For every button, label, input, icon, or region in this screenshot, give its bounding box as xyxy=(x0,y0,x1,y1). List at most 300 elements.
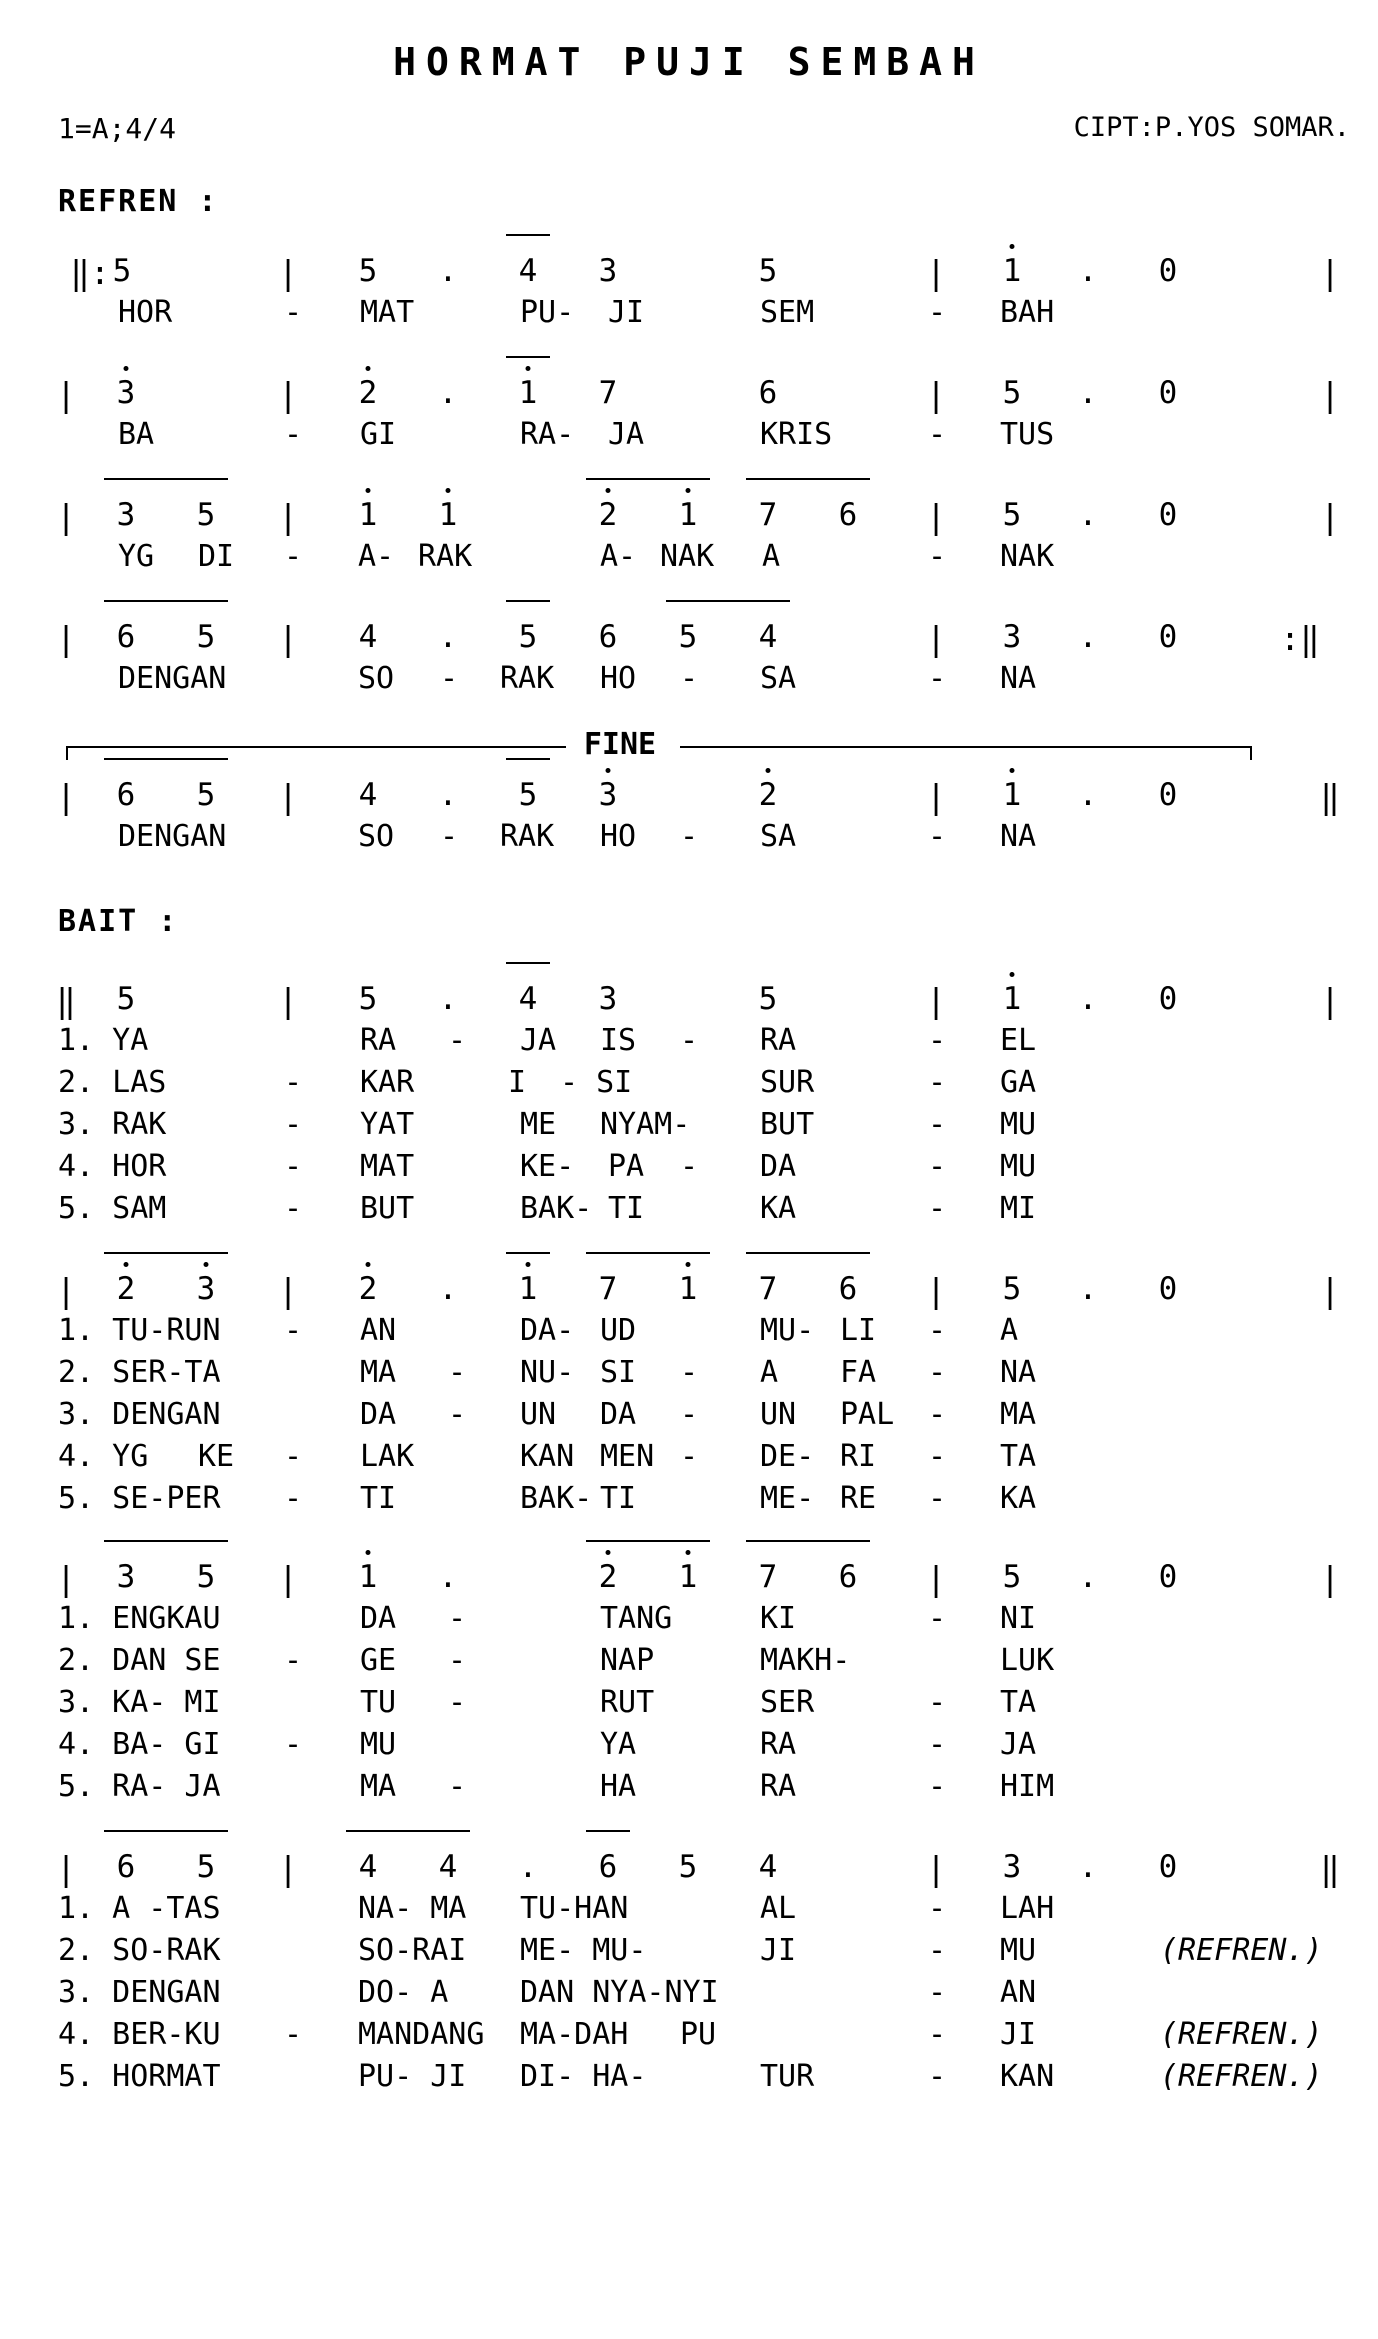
refrain-line1-barline: | xyxy=(278,253,298,292)
verse-block4-note: 5 xyxy=(196,1849,216,1885)
refrain-line5-lyric: RAK xyxy=(500,819,555,854)
refrain-line2-lyric: TUS xyxy=(1000,417,1055,452)
refrain-line1-barline: | xyxy=(926,253,946,292)
refrain-line3-lyric: A- xyxy=(358,539,395,574)
refrain-line1-lyric: MAT xyxy=(360,295,415,330)
verse-block4-note: 6 xyxy=(116,1849,136,1885)
verse-block1-line4-lyric: - xyxy=(284,1149,303,1184)
verse-block2-line2-lyric: FA xyxy=(840,1355,877,1390)
verse-block2-line4-lyric: LAK xyxy=(360,1439,415,1474)
verse-block3-line1-lyric: KI xyxy=(760,1601,797,1636)
refrain-line1-note: 3 xyxy=(598,253,618,289)
verse-block3-line2-lyric: MAKH- xyxy=(760,1643,851,1678)
refrain-line1-octave-dot xyxy=(1010,244,1015,249)
verse-block1-line2-lyric: SUR xyxy=(760,1065,815,1100)
verse-block3-line1-lyric: TANG xyxy=(600,1601,673,1636)
verse-block1-line2-lyric: - xyxy=(284,1065,303,1100)
verse-block2-line5-lyric: TI xyxy=(600,1481,637,1516)
refrain-line4-note: 5 xyxy=(678,619,698,655)
verse-block4-line4-lyric: JI xyxy=(1000,2017,1037,2052)
refrain-line2-note: 6 xyxy=(758,375,778,411)
verse-block2b-note: . xyxy=(1078,1559,1098,1595)
verse-block2-line3-lyric: - xyxy=(448,1397,467,1432)
verse-block2-octave-dot xyxy=(204,1262,209,1267)
verse-block2-line3-lyric: PAL xyxy=(840,1397,895,1432)
verse-block2-line2-lyric: SI xyxy=(600,1355,637,1390)
verse-block1-note: 4 xyxy=(518,981,538,1017)
verse-block2b-beam xyxy=(586,1540,710,1542)
verse-block1-note: 5 xyxy=(116,981,136,1017)
refrain-line2-lyric: KRIS xyxy=(760,417,833,452)
verse-block4-note: . xyxy=(1078,1849,1098,1885)
refrain-line4-beam xyxy=(104,600,228,602)
verse-block4-line1-lyric: NA- MA xyxy=(358,1891,467,1926)
verse-block2-line3-lyric: 3. DENGAN xyxy=(58,1397,221,1432)
verse-block2-note: 7 xyxy=(598,1271,618,1307)
verse-block3-line3-lyric: SER xyxy=(760,1685,815,1720)
verse-block4-line3-lyric: - xyxy=(928,1975,947,2010)
refrain-line2-octave-dot xyxy=(526,366,531,371)
verse-block2-octave-dot xyxy=(686,1262,691,1267)
verse-block1-note: 3 xyxy=(598,981,618,1017)
verse-block1-line4-lyric: - xyxy=(680,1149,699,1184)
verse-block1-line4-lyric: PA xyxy=(608,1149,645,1184)
refrain-line1-note: 5 xyxy=(358,253,378,289)
refrain-line3-octave-dot xyxy=(686,488,691,493)
refrain-line5-lyric: NA xyxy=(1000,819,1037,854)
verse-block2b-note: 3 xyxy=(116,1559,136,1595)
refrain-line4-beam xyxy=(506,600,550,602)
refrain-line5-octave-dot xyxy=(766,768,771,773)
verse-block4-line4-lyric: - xyxy=(284,2017,303,2052)
verse-block3-line3-lyric: - xyxy=(928,1685,947,1720)
refrain-line3-lyric: A xyxy=(762,539,781,574)
verse-block4-line3-lyric: AN xyxy=(1000,1975,1037,2010)
verse-block1-line2-lyric: 2. LAS xyxy=(58,1065,167,1100)
verse-block3-line3-lyric: TU xyxy=(360,1685,397,1720)
refrain-line1-lyric: SEM xyxy=(760,295,815,330)
verse-block2b-beam xyxy=(104,1540,228,1542)
verse-block2-line1-lyric: - xyxy=(284,1313,303,1348)
verse-block2-note: 1 xyxy=(518,1271,538,1307)
verse-block2-line1-lyric: 1. TU-RUN xyxy=(58,1313,221,1348)
refrain-line4-note: . xyxy=(1078,619,1098,655)
refrain-line5-octave-dot xyxy=(606,768,611,773)
verse-block1-line1-lyric: JA xyxy=(520,1023,557,1058)
verse-block2-line5-lyric: - xyxy=(928,1481,947,1516)
refrain-line5-note: 5 xyxy=(518,777,538,813)
refrain-line4-note: 5 xyxy=(196,619,216,655)
refrain-line5-barline: | xyxy=(278,777,298,816)
refrain-line5-lyric: DENGAN xyxy=(118,819,227,854)
verse-block4-note: 4 xyxy=(358,1849,378,1885)
refrain-line2-octave-dot xyxy=(124,366,129,371)
verse-block2-note: . xyxy=(1078,1271,1098,1307)
verse-block1-line5-lyric: BUT xyxy=(360,1191,415,1226)
verse-block4-barline: | xyxy=(56,1849,76,1888)
refrain-line1-note: . xyxy=(438,253,458,289)
refrain-line3-lyric: - xyxy=(284,539,303,574)
refrain-line3-beam xyxy=(746,478,870,480)
refrain-line1-lyric: JI xyxy=(608,295,645,330)
refrain-line5-note: 0 xyxy=(1158,777,1178,813)
verse-block2-line2-lyric: - xyxy=(448,1355,467,1390)
verse-block1-line2-lyric: - xyxy=(928,1065,947,1100)
verse-block4-line4-lyric: (REFREN.) xyxy=(1160,2017,1323,2052)
verse-block1-line3-lyric: MU xyxy=(1000,1107,1037,1142)
verse-block1-line2-lyric: KAR xyxy=(360,1065,415,1100)
verse-block2-note: 2 xyxy=(116,1271,136,1307)
verse-block4-beam xyxy=(346,1830,470,1832)
refrain-line5-note: 5 xyxy=(196,777,216,813)
refrain-line5-lyric: - xyxy=(928,819,947,854)
refrain-line3-note: 6 xyxy=(838,497,858,533)
verse-block2-line1-lyric: - xyxy=(928,1313,947,1348)
verse-block2b-note: 2 xyxy=(598,1559,618,1595)
refrain-line1-lyric: HOR xyxy=(118,295,173,330)
verse-block2-note: 5 xyxy=(1002,1271,1022,1307)
verse-block2b-barline: | xyxy=(278,1559,298,1598)
verse-block2-line4-lyric: - xyxy=(284,1439,303,1474)
refrain-line1-lyric: - xyxy=(284,295,303,330)
verse-block1-beam xyxy=(506,962,550,964)
verse-block1-line2-lyric: I xyxy=(508,1065,527,1100)
key-signature: 1=A;4/4 xyxy=(58,112,177,145)
refrain-line3-barline: | xyxy=(56,497,76,536)
refrain-line4-note: 3 xyxy=(1002,619,1022,655)
verse-block1-note: 1 xyxy=(1002,981,1022,1017)
verse-block2-line2-lyric: MA xyxy=(360,1355,397,1390)
refrain-line4-note: 4 xyxy=(358,619,378,655)
verse-block1-line3-lyric: - xyxy=(928,1107,947,1142)
refrain-line5-note: 1 xyxy=(1002,777,1022,813)
refrain-line4-barline: | xyxy=(56,619,76,658)
refrain-line3-barline: | xyxy=(278,497,298,536)
verse-block2-octave-dot xyxy=(124,1262,129,1267)
verse-block4-line4-lyric: PU xyxy=(680,2017,717,2052)
verse-block1-note: 0 xyxy=(1158,981,1178,1017)
verse-block2-line5-lyric: KA xyxy=(1000,1481,1037,1516)
verse-block2b-beam xyxy=(746,1540,870,1542)
verse-block2b-octave-dot xyxy=(686,1550,691,1555)
verse-block4-line5-lyric: - xyxy=(928,2059,947,2094)
refrain-line2-lyric: - xyxy=(284,417,303,452)
verse-block3-line5-lyric: - xyxy=(928,1769,947,1804)
verse-block1-line3-lyric: 3. RAK xyxy=(58,1107,167,1142)
verse-block3-line2-lyric: 2. DAN SE xyxy=(58,1643,221,1678)
verse-block2-beam xyxy=(506,1252,550,1254)
verse-block2-line1-lyric: LI xyxy=(840,1313,877,1348)
refrain-line3-lyric: - xyxy=(928,539,947,574)
verse-label: BAIT : xyxy=(58,904,179,939)
refrain-line1-note: . xyxy=(1078,253,1098,289)
verse-block1-barline: | xyxy=(926,981,946,1020)
refrain-line1-lyric: PU- xyxy=(520,295,575,330)
verse-block2-line1-lyric: AN xyxy=(360,1313,397,1348)
refrain-line3-lyric: DI xyxy=(198,539,235,574)
verse-block2-line3-lyric: UN xyxy=(760,1397,797,1432)
refrain-line5-lyric: SO xyxy=(358,819,395,854)
verse-block3-line3-lyric: RUT xyxy=(600,1685,655,1720)
refrain-line1-barline: | xyxy=(1320,253,1340,292)
verse-block3-line3-lyric: - xyxy=(448,1685,467,1720)
verse-block2-line4-lyric: KAN xyxy=(520,1439,575,1474)
verse-block1-line4-lyric: MU xyxy=(1000,1149,1037,1184)
song-title: HORMAT PUJI SEMBAH xyxy=(393,40,985,84)
verse-block4-line5-lyric: PU- JI xyxy=(358,2059,467,2094)
refrain-line3-octave-dot xyxy=(606,488,611,493)
verse-block3-line5-lyric: RA xyxy=(760,1769,797,1804)
verse-block3-line4-lyric: MU xyxy=(360,1727,397,1762)
verse-block4-note: 4 xyxy=(438,1849,458,1885)
refrain-line1-note: 0 xyxy=(1158,253,1178,289)
verse-block4-note: 4 xyxy=(758,1849,778,1885)
verse-block1-line3-lyric: YAT xyxy=(360,1107,415,1142)
verse-block2-note: 1 xyxy=(678,1271,698,1307)
verse-block4-line4-lyric: MANDANG xyxy=(358,2017,485,2052)
refrain-line1-note: 4 xyxy=(518,253,538,289)
verse-block4-line2-lyric: (REFREN.) xyxy=(1160,1933,1323,1968)
refrain-line5-beam xyxy=(104,758,228,760)
refrain-line3-octave-dot xyxy=(446,488,451,493)
refrain-line2-barline: | xyxy=(278,375,298,414)
refrain-line4-lyric: - xyxy=(680,661,699,696)
verse-block3-line1-lyric: DA xyxy=(360,1601,397,1636)
verse-block2-line2-lyric: - xyxy=(680,1355,699,1390)
refrain-line1-lyric: - xyxy=(928,295,947,330)
refrain-line3-note: 5 xyxy=(1002,497,1022,533)
refrain-line5-barline: | xyxy=(926,777,946,816)
refrain-line4-note: 6 xyxy=(116,619,136,655)
refrain-line4-lyric: SA xyxy=(760,661,797,696)
verse-block4-line5-lyric: TUR xyxy=(760,2059,815,2094)
refrain-line3-beam xyxy=(586,478,710,480)
verse-block2b-note: 1 xyxy=(358,1559,378,1595)
verse-block2-line4-lyric: MEN xyxy=(600,1439,655,1474)
refrain-line5-lyric: - xyxy=(680,819,699,854)
fine-line-right xyxy=(680,746,1252,748)
verse-block3-line2-lyric: LUK xyxy=(1000,1643,1055,1678)
verse-block1-octave-dot xyxy=(1010,972,1015,977)
verse-block1-line3-lyric: - xyxy=(284,1107,303,1142)
verse-block1-line1-lyric: RA xyxy=(760,1023,797,1058)
verse-block1-line3-lyric: NYAM- xyxy=(600,1107,691,1142)
refrain-repeat-start: ‖: xyxy=(70,253,110,292)
verse-block1-line1-lyric: - xyxy=(680,1023,699,1058)
verse-block3-line1-lyric: NI xyxy=(1000,1601,1037,1636)
refrain-line4-lyric: DENGAN xyxy=(118,661,227,696)
verse-block2-line5-lyric: TI xyxy=(360,1481,397,1516)
verse-block2b-barline: | xyxy=(56,1559,76,1598)
verse-block4-line5-lyric: KAN xyxy=(1000,2059,1055,2094)
refrain-line2-lyric: GI xyxy=(360,417,397,452)
refrain-line3-lyric: YG xyxy=(118,539,155,574)
refrain-line5-note: 2 xyxy=(758,777,778,813)
refrain-line1-note: 1 xyxy=(1002,253,1022,289)
verse-block4-note: 3 xyxy=(1002,1849,1022,1885)
verse-block2-line4-lyric: - xyxy=(680,1439,699,1474)
verse-block4-note: 6 xyxy=(598,1849,618,1885)
verse-block3-line3-lyric: 3. KA- MI xyxy=(58,1685,221,1720)
verse-block4-beam xyxy=(586,1830,630,1832)
verse-block3-line2-lyric: GE xyxy=(360,1643,397,1678)
verse-block1-note: . xyxy=(438,981,458,1017)
refrain-line3-note: 7 xyxy=(758,497,778,533)
verse-block4-line2-lyric: JI xyxy=(760,1933,797,1968)
refrain-line3-note: 2 xyxy=(598,497,618,533)
refrain-line5-note: 6 xyxy=(116,777,136,813)
verse-block4-line4-lyric: MA-DAH xyxy=(520,2017,629,2052)
refrain-line3-note: . xyxy=(1078,497,1098,533)
verse-block2-line4-lyric: KE xyxy=(198,1439,235,1474)
verse-block3-line4-lyric: RA xyxy=(760,1727,797,1762)
refrain-line2-note: . xyxy=(438,375,458,411)
refrain-line4-barline: | xyxy=(278,619,298,658)
verse-block3-line2-lyric: NAP xyxy=(600,1643,655,1678)
verse-block3-line5-lyric: MA xyxy=(360,1769,397,1804)
refrain-line2-barline: | xyxy=(926,375,946,414)
verse-block1-line3-lyric: BUT xyxy=(760,1107,815,1142)
refrain-line2-note: 1 xyxy=(518,375,538,411)
verse-block4-note: . xyxy=(518,1849,538,1885)
verse-block2-line4-lyric: - xyxy=(928,1439,947,1474)
refrain-line5-beam xyxy=(506,758,550,760)
refrain-line5-barline: ‖ xyxy=(1320,777,1340,816)
verse-block2-barline: | xyxy=(926,1271,946,1310)
verse-block4-line3-lyric: 3. DENGAN xyxy=(58,1975,221,2010)
refrain-line4-beam xyxy=(666,600,790,602)
refrain-line2-beam xyxy=(506,356,550,358)
refrain-line2-lyric: BA xyxy=(118,417,155,452)
verse-block4-line1-lyric: LAH xyxy=(1000,1891,1055,1926)
verse-block2-line4-lyric: DE- xyxy=(760,1439,815,1474)
refrain-line2-lyric: - xyxy=(928,417,947,452)
verse-block2-line5-lyric: 5. SE-PER xyxy=(58,1481,221,1516)
verse-block1-note: 5 xyxy=(358,981,378,1017)
refrain-line3-note: 3 xyxy=(116,497,136,533)
refrain-line3-lyric: NAK xyxy=(660,539,715,574)
refrain-line4-barline: :‖ xyxy=(1280,619,1320,658)
refrain-line1-note: 5 xyxy=(112,253,132,289)
verse-block2-barline: | xyxy=(278,1271,298,1310)
verse-block3-line4-lyric: YA xyxy=(600,1727,637,1762)
verse-block2-line1-lyric: UD xyxy=(600,1313,637,1348)
verse-block1-line5-lyric: 5. SAM xyxy=(58,1191,167,1226)
fine-tick-right xyxy=(1250,746,1252,760)
refrain-line5-note: 4 xyxy=(358,777,378,813)
verse-block2-line5-lyric: - xyxy=(284,1481,303,1516)
verse-block3-line4-lyric: - xyxy=(928,1727,947,1762)
verse-block2-line1-lyric: DA- xyxy=(520,1313,575,1348)
refrain-line3-beam xyxy=(104,478,228,480)
refrain-line4-lyric: - xyxy=(440,661,459,696)
refrain-line4-lyric: - xyxy=(928,661,947,696)
verse-block2-line2-lyric: A xyxy=(760,1355,779,1390)
verse-block1-line1-lyric: 1. YA xyxy=(58,1023,149,1058)
refrain-line3-lyric: NAK xyxy=(1000,539,1055,574)
verse-block2-note: 0 xyxy=(1158,1271,1178,1307)
fine-tick-left xyxy=(66,746,68,760)
verse-block3-line4-lyric: - xyxy=(284,1727,303,1762)
verse-block2-note: 6 xyxy=(838,1271,858,1307)
refrain-line4-note: 0 xyxy=(1158,619,1178,655)
refrain-line5-note: 3 xyxy=(598,777,618,813)
refrain-line3-note: 0 xyxy=(1158,497,1178,533)
verse-block2b-barline: | xyxy=(926,1559,946,1598)
verse-block4-note: 0 xyxy=(1158,1849,1178,1885)
verse-block4-line2-lyric: - xyxy=(928,1933,947,1968)
verse-block2-barline: | xyxy=(1320,1271,1340,1310)
verse-block2-line3-lyric: DA xyxy=(600,1397,637,1432)
verse-block4-line2-lyric: ME- MU- xyxy=(520,1933,647,1968)
verse-block1-line2-lyric: GA xyxy=(1000,1065,1037,1100)
verse-block1-line1-lyric: IS xyxy=(600,1023,637,1058)
refrain-line2-barline: | xyxy=(56,375,76,414)
refrain-line1-lyric: BAH xyxy=(1000,295,1055,330)
verse-block1-line5-lyric: BAK- xyxy=(520,1191,593,1226)
refrain-line5-lyric: SA xyxy=(760,819,797,854)
verse-block2-line5-lyric: BAK- xyxy=(520,1481,593,1516)
verse-block1-line4-lyric: 4. HOR xyxy=(58,1149,167,1184)
refrain-line4-lyric: RAK xyxy=(500,661,555,696)
refrain-line4-note: 4 xyxy=(758,619,778,655)
verse-block1-line5-lyric: TI xyxy=(608,1191,645,1226)
verse-block4-line1-lyric: - xyxy=(928,1891,947,1926)
refrain-line3-barline: | xyxy=(1320,497,1340,536)
refrain-line3-barline: | xyxy=(926,497,946,536)
verse-block4-line4-lyric: - xyxy=(928,2017,947,2052)
refrain-line3-note: 5 xyxy=(196,497,216,533)
refrain-line5-note: . xyxy=(1078,777,1098,813)
verse-block1-barline: ‖ xyxy=(56,981,76,1020)
verse-block2-line5-lyric: RE xyxy=(840,1481,877,1516)
refrain-line4-note: 5 xyxy=(518,619,538,655)
verse-block3-line5-lyric: HA xyxy=(600,1769,637,1804)
refrain-line2-note: 2 xyxy=(358,375,378,411)
refrain-line3-lyric: RAK xyxy=(418,539,473,574)
verse-block2-line3-lyric: MA xyxy=(1000,1397,1037,1432)
refrain-line2-note: 7 xyxy=(598,375,618,411)
verse-block4-barline: | xyxy=(926,1849,946,1888)
verse-block3-line2-lyric: - xyxy=(284,1643,303,1678)
refrain-line5-note: . xyxy=(438,777,458,813)
refrain-line2-barline: | xyxy=(1320,375,1340,414)
refrain-line2-lyric: JA xyxy=(608,417,645,452)
refrain-line4-lyric: NA xyxy=(1000,661,1037,696)
verse-block2-beam xyxy=(586,1252,710,1254)
refrain-label: REFREN : xyxy=(58,184,219,219)
refrain-line4-barline: | xyxy=(926,619,946,658)
refrain-line3-lyric: A- xyxy=(600,539,637,574)
verse-block2b-note: 5 xyxy=(1002,1559,1022,1595)
verse-block2-octave-dot xyxy=(366,1262,371,1267)
verse-block2-line3-lyric: UN xyxy=(520,1397,557,1432)
refrain-line4-lyric: SO xyxy=(358,661,395,696)
verse-block3-line3-lyric: TA xyxy=(1000,1685,1037,1720)
verse-block1-line5-lyric: KA xyxy=(760,1191,797,1226)
verse-block3-line4-lyric: JA xyxy=(1000,1727,1037,1762)
verse-block2b-note: 7 xyxy=(758,1559,778,1595)
verse-block2-line4-lyric: RI xyxy=(840,1439,877,1474)
verse-block1-line5-lyric: MI xyxy=(1000,1191,1037,1226)
verse-block1-barline: | xyxy=(1320,981,1340,1020)
verse-block1-note: 5 xyxy=(758,981,778,1017)
refrain-line1-beam xyxy=(506,234,550,236)
verse-block2-note: 3 xyxy=(196,1271,216,1307)
fine-line-left xyxy=(66,746,566,748)
verse-block2-line5-lyric: ME- xyxy=(760,1481,815,1516)
refrain-line2-octave-dot xyxy=(366,366,371,371)
